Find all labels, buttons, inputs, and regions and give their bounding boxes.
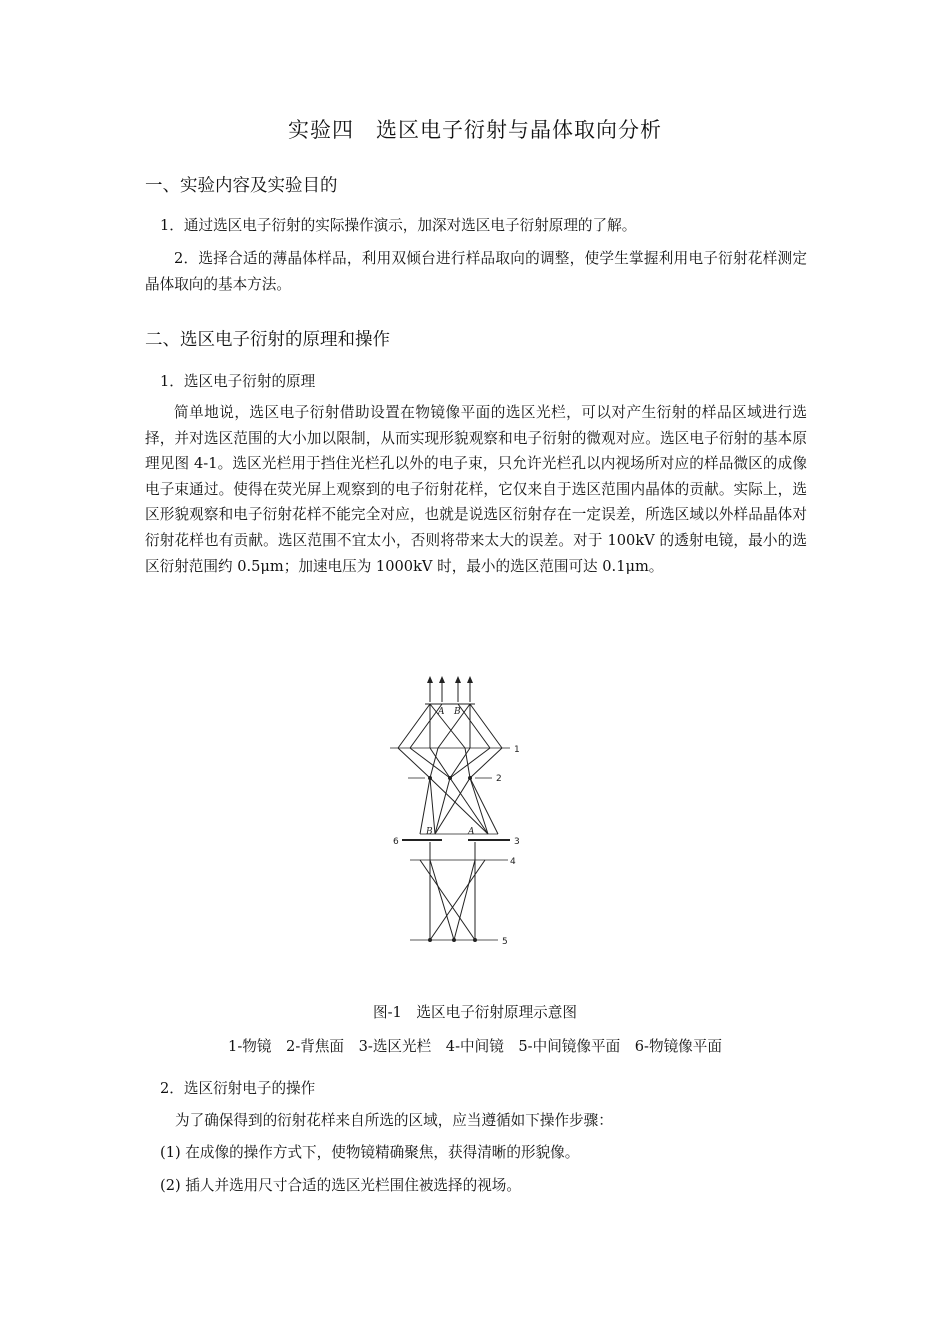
figure-legend: 1-物镜 2-背焦面 3-选区光栏 4-中间镜 5-中间镜像平面 6-物镜像平面 [228, 1038, 722, 1055]
ray-diagram-svg [380, 672, 540, 962]
label-B: B [454, 707, 461, 717]
subsection-heading-1: 1．选区电子衍射的原理 [160, 373, 316, 390]
label-5: 5 [502, 937, 508, 947]
section-heading-2: 二、选区电子衍射的原理和操作 [145, 330, 390, 350]
label-A: A [438, 707, 445, 717]
operation-intro: 为了确保得到的衍射花样来自所选的区域，应当遵循如下操作步骤： [175, 1112, 613, 1129]
label-6: 6 [393, 837, 399, 847]
operation-step-1: (1) 在成像的操作方式下，使物镜精确聚焦，获得清晰的形貌像。 [160, 1144, 580, 1161]
principle-paragraph: 简单地说，选区电子衍射借助设置在物镜像平面的选区光栏，可以对产生衍射的样品区域进行选择，并对选区范围的大小加以限制，从而实现形貌观察和电子衍射的微观对应。选区电子衍射的基本原理见图 4-1。选区光栏用于挡住光栏孔以外的电子束，只允许光栏孔以内视场所对应的样品微区的成像电子束通过。使得在荧光屏上观察到的电子衍射花样，它仅来自于选区范围内晶体的贡献。实际上，选区形貌观察和电子衍射花样不能完全对应，也就是说选区衍射存在一定误差，所选区域以外样品晶体对衍射花样也有贡献。选区范围不宜太小，否则将带来太大的误差。对于 100kV 的透射电镜，最小的选区衍射范围约 0.5μm；加速电压为 1000kV 时，最小的选区范围可达 0.1μm。 [145, 404, 807, 575]
label-4: 4 [510, 857, 516, 867]
objective-item-1: 1．通过选区电子衍射的实际操作演示，加深对选区电子衍射原理的了解。 [160, 217, 637, 234]
objective-item-2: 2．选择合适的薄晶体样品，利用双倾台进行样品取向的调整，使学生掌握利用电子衍射花样测定晶体取向的基本方法。 [145, 250, 807, 293]
label-B-image: B [426, 827, 433, 837]
figure-caption: 图-1 选区电子衍射原理示意图 [373, 1004, 577, 1021]
operation-step-2: (2) 插人并选用尺寸合适的选区光栏围住被选择的视场。 [160, 1177, 521, 1194]
label-2: 2 [496, 774, 502, 784]
label-3: 3 [514, 837, 520, 847]
page-title: 实验四 选区电子衍射与晶体取向分析 [288, 118, 662, 142]
label-A-image: A [468, 827, 475, 837]
sad-principle-diagram [380, 672, 540, 962]
label-1: 1 [514, 745, 520, 755]
subsection-heading-2: 2．选区衍射电子的操作 [160, 1080, 316, 1097]
section-heading-1: 一、实验内容及实验目的 [145, 176, 338, 196]
